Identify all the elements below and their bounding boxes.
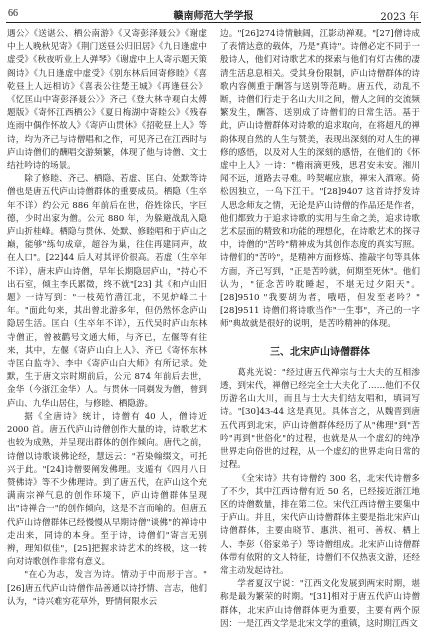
journal-title: 赣南师范大学学报 xyxy=(173,11,254,22)
header-rule xyxy=(6,22,421,23)
paragraph: 遇公〉《送谌公、栖公南游》《又寄彭泽聂公》《谢虚中上人晚秋见寄》《荆门送昼公归旧居》《九日逢虚中虚受》《秋夜听业上人弹琴》《谢虚中上人寄示题天策阁诗》《九日逢虚中虚受》《别东林后回寄修睦》《喜乾昼上人远相访》《喜表公往楚王城》《再逢昼公》《忆匡山中寄彭泽聂公〉》齐己《登大林寺观白太傅题版》《寄怀江西栖公》《夏日梅湖中寄睦公》《残春连雨中偶作怀故人》《寄庐山贯休》《招乾昼上人》等诗，均为齐己与诗僧唱和之作，可见齐己在江西时与庐山诗僧们的酬唱交游频繁，体现了他与诗僧、文士结社吟诗的场景。 xyxy=(7,29,207,172)
section-heading: 三、北宋庐山诗僧群体 xyxy=(270,346,370,358)
paragraph: "在心为志，发言为诗。情动于中而形于言。"[26]唐五代庐山诗僧作品善通以诗抒情、言志，他们认为，"诗兴难穷花草外，野情何限水云 xyxy=(7,570,207,607)
page-number: 66 xyxy=(8,8,18,19)
paragraph: 据《全唐诗》统计，诗僧有 40 人，僧诗近 2000 首。唐五代庐山诗僧创作大量的诗，诗歌艺术也较为成熟，并呈现出群体的创作倾向。唐代之前，诗僧以诗歌谈佛论经，慧远云："若染翰缀文，可托兴于此。"[24]诗僧要阐发佛理。支遁有《四月八日赞佛诗》等不少佛理诗。到了唐五代，在庐山这个充满南宗禅气息的创作环境下，庐山诗僧群体呈现出"诗禅合一"的创作倾向，这是不言而喻的。但唐五代庐山诗僧群体已经慢慢从早期诗僧"谈佛"的禅诗中走出来，同诗的本身。至于诗，诗僧们"寄言无别辨，理知似佳"，[25]把握求诗艺术的终极，这一转向对诗歌创作非常有意义。 xyxy=(7,411,207,568)
paragraph: 葛兆光说："经过唐五代禅宗与士大夫的互相渗透，到宋代，禅僧已经完全士大夫化了……他们不仅历游名山大川，而且与士大夫们结友唱和，填词写诗。"[30]43-44 这是真见。具体言之，从魏晋到唐五代再到北宋，庐山诗僧群体经历了从"佛理"到"苦吟"再到"世俗化"的过程，也就是从一个虚幻的纯净世界走向俗世的过程，从一个虚幻的世界走向日常的过程。 xyxy=(220,367,420,471)
paragraph: 学者夏汉宁说："江西文化发展到两宋时期，堪称是最为繁荣的时期。"[31]相对于唐五代庐山诗僧群体，北宋庐山诗僧群体更为重要，主要有两个原因：一是江西文学是北宋文学的重镇，这时期江西文 xyxy=(220,579,420,628)
left-column xyxy=(7,28,207,628)
year: 2023 年 xyxy=(380,12,419,23)
paragraph: 除了修睦、齐己、栖隐、若虚、匡白、处默等诗僧也是唐五代庐山诗僧群体的重要成员。栖隐（生卒年不详）约公元 886 年前后在世，俗姓徐氏，字巨德，少时出家为僧。公元 880 年，为躲避战乱入隐庐山折桂峰。栖隐与贯休、处默、修睦唱和于庐山之巅，能够"练句成章，超谷为巢，往住再建同声，故在人口"。[22]44 后人对其评价很高。若虚（生卒年不详），唐末庐山诗僧，早年长期隐居庐山，"持心不出石室，倾主李氏累徵，终不就"[23] 其《和卢山旧题》一诗写到："一枝苑竹潜江北，不见炉峰二十年。"面此句来，其出曾北游多年，但仍然怀念庐山隐居生活。匡白（生卒年不详），五代吴时庐山东林寺僧正，曾被鹳号文通大师，与齐已，左偃等有往来，其中，左偃《寄庐山白上人》、齐已《寄怀东林寺匡白监寺》、李中《寄庐山白大师》有所记录。处默，生于唐文宗时期前后，公元 874 年前后去世，金华（今浙江金华）人。与贯休一同剃发为僧，曾到庐山、九华山居住，与修睦、栖隐游。 xyxy=(7,174,207,409)
page-header xyxy=(0,0,427,22)
right-column xyxy=(220,28,420,628)
paragraph: 《全宋诗》共有诗僧约 300 名，北宋代诗僧多了不少，其中江西诗僧有近 50 名，已经接近浙江地区的诗僧数量，排在第二位。宋代江西诗僧主要集中于庐山。并且，宋代庐山诗僧群体主要是指北宋庐山诗僧群体，主要由晓节、惠洪、祖可、善权、栖上人、李彭（俗家弟子）等诗僧组成。北宋庐山诗僧群体带有依附的文人特征，诗僧们不仅热衷文游，还经常主动发起诗社。 xyxy=(220,473,420,576)
paragraph: 边。"[26]274诗情触阔，江影动禅观。"[27]僧诗成了表情达意的载体，乃是"真诗"。诗僧必定不同于一般诗人，他们对诗歌艺术的探索与他们有灯古佛的凄清生活息息相关。受其身份限制，庐山诗僧群体的诗歌内容侧重于酬答与送别等范畴。唐五代，动乱不断，诗僧们行走于名山大川之间，僧人之间的交流频繁发生，酬答、送别成了诗僧们的日常生活。基于此，庐山诗僧群体对诗歌的追求取向，在将超凡的禅韵体现自然的人生与赞美，表现出深刻的对人生的禅修的感悟，以及对人生的深刻的感悟，在他们的《怀虚中上人》一诗："檐雨滴更残，思君安未安。湘川闻不远，道路去寻难。吟契崛应旅，禅宋入酒寒。倚松因独立，一鸟下江干。"[28]9407 这首诗抒发诗人思念师友之情，无论是庐山诗僧的作品还是作者，他们都致力于追求诗歌的实用与生命之美，追求诗歌艺术层面的精致和功能的理想化，在诗歌艺术的探寻中，诗僧的"苦吟"精神成为其创作态度的真实写照。诗僧们的"苦吟"，是精神方面修炼、推敲字句等具体方面，齐己写到，"正是苦吟就，何期至死休"。他们认为，"征念苦吟耽睡起，不堪无过夕阳天"。[28]9510 "我要胡为者，哦唔，但发至老吟？"[28]9511 诗僧们将诗歌当作"一生事"，齐己的一字师"典故就是很好的说明，是苦吟精神的体现。 xyxy=(220,29,420,330)
